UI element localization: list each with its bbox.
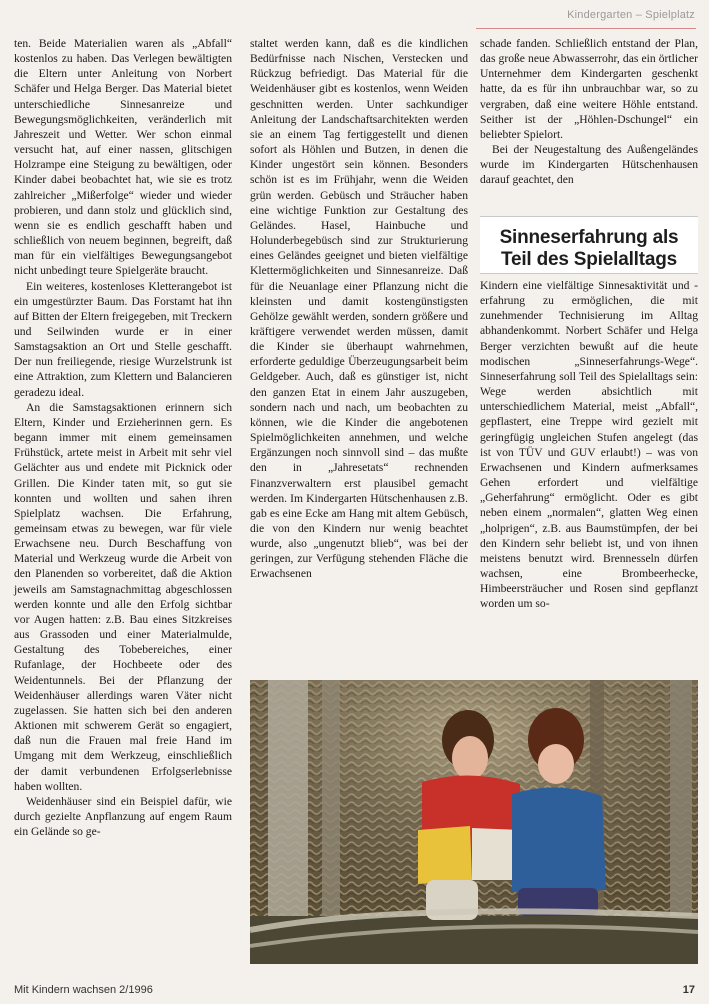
footer-publication: Mit Kindern wachsen 2/1996 (14, 984, 153, 996)
paragraph: Kindern eine vielfältige Sinnesaktivität und -erfahrung zu ermöglichen, die mit zunehmender Technisierung im Alltag abhandenkommt. Norbert Schäfer und Helga Berger verzichten bewußt auf die heute modischen „Sinneserfahrungs-Wege“. Sinneserfahrung soll Teil des Spielalltags sein: Wege werden absichtlich mit unterschiedlichem Material, meist „Abfall“, gepflastert, eine Treppe wird gezielt mit geringfügig ungleichen Stufen angelegt (das ist von TÜV und GUV erlaubt!) – was von Erwachsenen und Kindern aufmerksames Gehen erfordert und vielfältige „Geherfahrung“ ermöglicht. Oder es gibt neben einem „normalen“, glatten Weg einen „holprigen“, z.B. aus Baumstümpfen, der bei den Kindern sehr beliebt ist, und von ihnen meistens benutzt wird. Brennesseln dürfen wachsen, eine Brombeerhecke, Himbeersträucher und Rosen sind gepflanzt worden um so- (480, 279, 698, 611)
subheadline-box (480, 216, 698, 274)
column-3-bottom (480, 278, 698, 670)
header-rule (476, 28, 696, 29)
section-label: Kindergarten – Spielplatz (567, 9, 695, 21)
paragraph: schade fanden. Schließlich entstand der Plan, das große neue Abwasserrohr, das ein örtlicher Unternehmer dem Kindergarten geschenkt hatte, da es für ihn unbrauchbar war, so zu vergraben, daß eine weitere Höhle entstand. Seither ist der „Höhlen-Dschungel“ ein beliebter Spielort. (480, 37, 698, 141)
photo-illustration (250, 680, 698, 964)
paragraph: Bei der Neugestaltung des Außengeländes wurde im Kindergarten Hütschenhausen darauf geachtet, den (480, 143, 698, 187)
column-1 (14, 36, 232, 968)
subheadline-line-2: Teil des Spielalltags (500, 249, 677, 270)
column-2 (250, 36, 468, 672)
column-3-top (480, 36, 698, 216)
subheadline-line-1: Sinneserfahrung als (499, 227, 679, 248)
page-number: 17 (682, 984, 695, 996)
paragraph: An die Samstagsaktionen erinnern sich Eltern, Kinder und Erzieherinnen gern. Es begann immer mit einem gemeinsamen Frühstück, artete meist in Arbeit mit sehr viel Gelächter aus und endete mit Picknick oder Grillen. Die Kinder taten mit, so gut sie konnten und wollten und sahen ihren Spielplatz wachsen. Die Erfahrung, gemeinsam etwas zu bewegen, war für viele Erwachsene neu. Durch Beschaffung von Material und Werkzeug wurde die Arbeit von den Planenden so vorbereitet, daß die Aktion jeweils am Samstagnachmittag abgeschlossen werden konnte und alle den Erfolg sichtbar vor Augen hatten: z.B. Bau eines Sitzkreises aus Grassoden und einer Materialmulde, Gestaltung des Tobebereiches, einer Rufanlage, der Hochbeete oder des Weidentunnels. Bei der Pflanzung der Weidenhäuser allerdings waren Väter nicht zugelassen. Sie hatten sich bei den anderen Aktionen mit schwerem Gerät so engagiert, daß nun die Frauen mal freie Hand im Umgang mit dem Werkzeug, einschließlich der damit verbundenen Erfolgserlebnisse haben wollten. (14, 400, 232, 793)
paragraph: Weidenhäuser sind ein Beispiel dafür, wie durch gezielte Anpflanzung auf engem Raum ein Gelände so ge- (14, 794, 232, 839)
photo-children-in-willow-hut (250, 680, 698, 964)
paragraph: staltet werden kann, daß es die kindlichen Bedürfnisse nach Nischen, Verstecken und Rückzug befriedigt. Das Material für die Weidenhäuser gibt es kostenlos, wenn Weiden geschnitten werden. Unter sachkundiger Anleitung der Landschaftsarchitekten werden sie an einem Tag fertiggestellt und dienen sofort als Höhlen und Butzen, in denen die Kinder ungestört sein können. Besonders schön ist es im Frühjahr, wenn die Weiden grün werden. Gebüsch und Sträucher haben eine wichtige Funktion zur Gestaltung des Geländes. Hasel, Hainbuche und Holunderbegebüsch sind zur Strukturierung eines Geländes geeignet und bieten vielfältige Klettermöglichkeiten und Sinnesanreize. Daß für die Neuanlage einer Pflanzung nicht die kleinsten und damit kostengünstigsten Gehölze gewählt werden, sondern größere und kräftigere verwendet werden müssen, damit die Kinder sie überhaupt wahrnehmen, erforderte geduldige Überzeugungsarbeit beim Geldgeber. Auch, daß es günstiger ist, nicht den ganzen Etat in einem Jahr auszugeben, sondern nach und nach, um beobachten zu können, wie die Kinder die angebotenen Spielmöglichkeiten annehmen, und welche Ergänzungen noch sinnvoll sind – das mußte den in „Jahresetats“ rechnenden Finanzverwaltern erst plausibel gemacht werden. Im Kindergarten Hütschenhausen z.B. gab es eine Ecke am Hang mit altem Gebüsch, die von den Kindern nur wenig beachtet wurde, also „ungenutzt blieb“, was bei der geringen, zur Verfügung stehenden Fläche die Erwachsenen (250, 37, 468, 581)
paragraph: Ein weiteres, kostenloses Kletterangebot ist ein umgestürzter Baum. Das Forstamt hat ihn auf Bitten der Eltern freigegeben, mit Treckern und Seilwinden wurde er in einer Samstagsaktion an Ort und Stelle geschafft. Der nun freiliegende, riesige Wurzelstrunk ist eine Attraktion, zum Klettern und Balancieren geradezu ideal. (14, 279, 232, 399)
subheadline (480, 227, 698, 271)
paragraph: ten. Beide Materialien waren als „Abfall“ kostenlos zu haben. Das Verlegen bewältigten die Eltern unter Anleitung von Norbert Schäfer und Helga Berger. Das Material bietet unterschiedliche Sinnesanreize und Bewegungsmöglichkeiten, veränderlich mit Jahreszeit und Wetter. Wer schon einmal versucht hat, auf einer nassen, glitschigen Holzrampe eine Steigung zu bewältigen, oder Kinder dabei beobachtet hat, wie sie es trotz zahlreicher „Mißerfolge“ wieder und wieder probieren, und dann stolz und glücklich sind, wenn sie es endlich geschafft haben und schließlich von neuem beginnen, begreift, daß man für ein vielfältiges Bewegungsangebot nicht unbedingt teure Spielgeräte braucht. (14, 37, 232, 278)
